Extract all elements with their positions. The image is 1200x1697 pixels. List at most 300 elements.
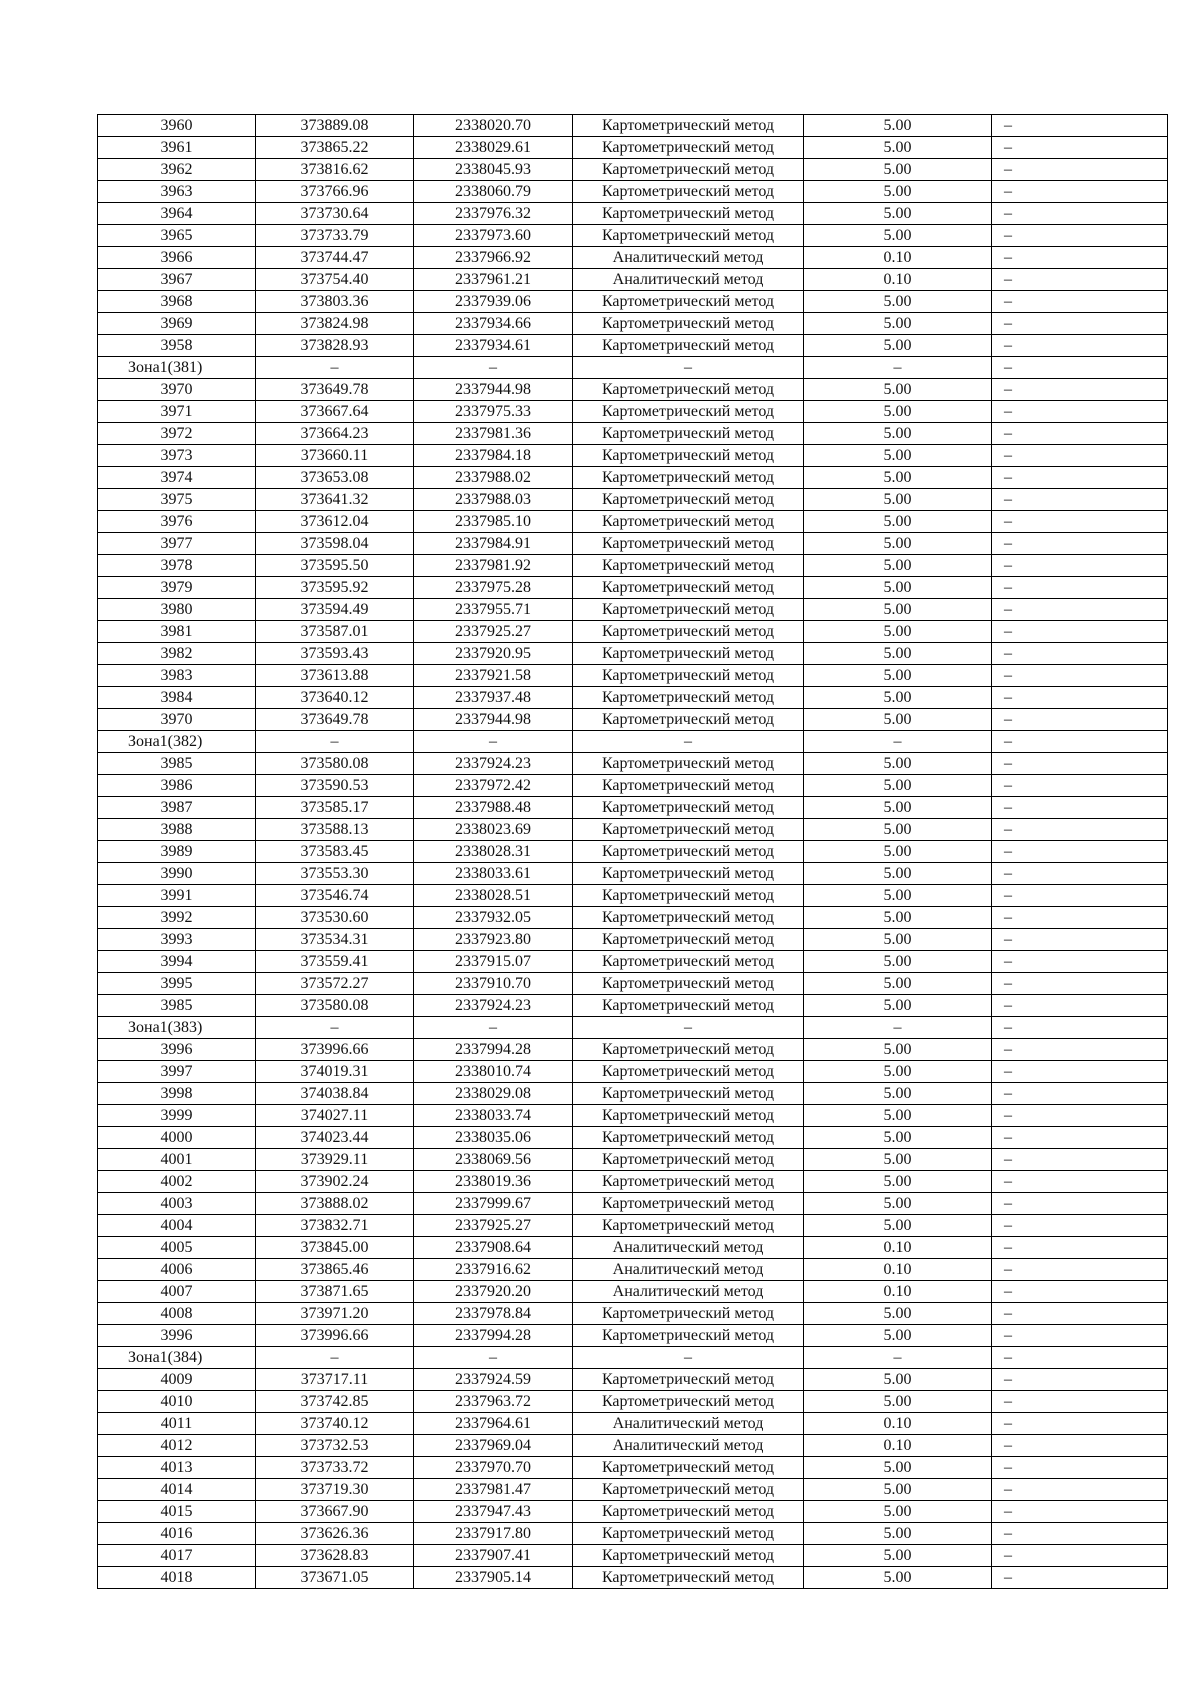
method-cell: Картометрический метод	[573, 489, 804, 511]
y-coordinate-cell: –	[414, 731, 573, 753]
description-cell: –	[992, 181, 1168, 203]
method-cell: Картометрический метод	[573, 973, 804, 995]
x-coordinate-cell: 373744.47	[256, 247, 414, 269]
point-number-cell: Зона1(381)	[98, 357, 256, 379]
table-row	[98, 599, 1168, 621]
accuracy-cell: 5.00	[804, 335, 992, 357]
x-coordinate-cell: –	[256, 731, 414, 753]
table-row	[98, 467, 1168, 489]
point-number-cell: 4010	[98, 1391, 256, 1413]
table-row	[98, 445, 1168, 467]
x-coordinate-cell: 373628.83	[256, 1545, 414, 1567]
method-cell: Аналитический метод	[573, 247, 804, 269]
table-row	[98, 907, 1168, 929]
accuracy-cell: 0.10	[804, 1435, 992, 1457]
table-row	[98, 1215, 1168, 1237]
point-number-cell: 4017	[98, 1545, 256, 1567]
x-coordinate-cell: 373732.53	[256, 1435, 414, 1457]
point-number-cell: 3969	[98, 313, 256, 335]
y-coordinate-cell: 2337917.80	[414, 1523, 573, 1545]
y-coordinate-cell: 2338045.93	[414, 159, 573, 181]
method-cell: –	[573, 1017, 804, 1039]
method-cell: Картометрический метод	[573, 665, 804, 687]
method-cell: Картометрический метод	[573, 775, 804, 797]
table-row	[98, 1127, 1168, 1149]
description-cell: –	[992, 951, 1168, 973]
y-coordinate-cell: 2338033.61	[414, 863, 573, 885]
y-coordinate-cell: 2337925.27	[414, 621, 573, 643]
table-row	[98, 1259, 1168, 1281]
accuracy-cell: 5.00	[804, 841, 992, 863]
method-cell: Картометрический метод	[573, 819, 804, 841]
y-coordinate-cell: 2337908.64	[414, 1237, 573, 1259]
table-row	[98, 665, 1168, 687]
table-row	[98, 1523, 1168, 1545]
table-row	[98, 1039, 1168, 1061]
accuracy-cell: 5.00	[804, 643, 992, 665]
point-number-cell: 3990	[98, 863, 256, 885]
y-coordinate-cell: 2337937.48	[414, 687, 573, 709]
description-cell: –	[992, 423, 1168, 445]
x-coordinate-cell: 373572.27	[256, 973, 414, 995]
point-number-cell: 3994	[98, 951, 256, 973]
accuracy-cell: 5.00	[804, 907, 992, 929]
y-coordinate-cell: 2337988.48	[414, 797, 573, 819]
y-coordinate-cell: 2337976.32	[414, 203, 573, 225]
accuracy-cell: 5.00	[804, 203, 992, 225]
description-cell: –	[992, 753, 1168, 775]
method-cell: Картометрический метод	[573, 1193, 804, 1215]
table-row	[98, 423, 1168, 445]
y-coordinate-cell: 2338010.74	[414, 1061, 573, 1083]
x-coordinate-cell: 373585.17	[256, 797, 414, 819]
table-row	[98, 1281, 1168, 1303]
method-cell: Картометрический метод	[573, 423, 804, 445]
accuracy-cell: 5.00	[804, 1193, 992, 1215]
accuracy-cell: 5.00	[804, 951, 992, 973]
table-row	[98, 225, 1168, 247]
point-number-cell: 3963	[98, 181, 256, 203]
description-cell: –	[992, 533, 1168, 555]
y-coordinate-cell: 2337994.28	[414, 1325, 573, 1347]
zone-header-row	[98, 1347, 1168, 1369]
table-row	[98, 995, 1168, 1017]
table-row	[98, 379, 1168, 401]
accuracy-cell: 5.00	[804, 819, 992, 841]
y-coordinate-cell: 2337999.67	[414, 1193, 573, 1215]
accuracy-cell: 5.00	[804, 1479, 992, 1501]
x-coordinate-cell: 373803.36	[256, 291, 414, 313]
point-number-cell: 4016	[98, 1523, 256, 1545]
accuracy-cell: 5.00	[804, 1303, 992, 1325]
description-cell: –	[992, 1303, 1168, 1325]
x-coordinate-cell: 373594.49	[256, 599, 414, 621]
description-cell: –	[992, 731, 1168, 753]
y-coordinate-cell: –	[414, 1347, 573, 1369]
description-cell: –	[992, 643, 1168, 665]
x-coordinate-cell: 373828.93	[256, 335, 414, 357]
y-coordinate-cell: 2337988.03	[414, 489, 573, 511]
table-row	[98, 1061, 1168, 1083]
accuracy-cell: 0.10	[804, 1413, 992, 1435]
accuracy-cell: 5.00	[804, 533, 992, 555]
accuracy-cell: –	[804, 1017, 992, 1039]
point-number-cell: 4008	[98, 1303, 256, 1325]
accuracy-cell: 5.00	[804, 577, 992, 599]
x-coordinate-cell: –	[256, 1017, 414, 1039]
point-number-cell: 3989	[98, 841, 256, 863]
method-cell: Картометрический метод	[573, 1501, 804, 1523]
x-coordinate-cell: 373871.65	[256, 1281, 414, 1303]
y-coordinate-cell: 2337981.36	[414, 423, 573, 445]
x-coordinate-cell: 373667.64	[256, 401, 414, 423]
point-number-cell: 3973	[98, 445, 256, 467]
accuracy-cell: 5.00	[804, 489, 992, 511]
accuracy-cell: –	[804, 731, 992, 753]
point-number-cell: 3975	[98, 489, 256, 511]
table-row	[98, 687, 1168, 709]
point-number-cell: 3976	[98, 511, 256, 533]
x-coordinate-cell: 374023.44	[256, 1127, 414, 1149]
accuracy-cell: 5.00	[804, 1127, 992, 1149]
x-coordinate-cell: 373553.30	[256, 863, 414, 885]
accuracy-cell: 5.00	[804, 797, 992, 819]
zone-header-row	[98, 731, 1168, 753]
x-coordinate-cell: 373588.13	[256, 819, 414, 841]
point-number-cell: 4015	[98, 1501, 256, 1523]
table-row	[98, 533, 1168, 555]
y-coordinate-cell: –	[414, 1017, 573, 1039]
method-cell: Картометрический метод	[573, 533, 804, 555]
description-cell: –	[992, 357, 1168, 379]
description-cell: –	[992, 291, 1168, 313]
y-coordinate-cell: 2338023.69	[414, 819, 573, 841]
x-coordinate-cell: 373580.08	[256, 995, 414, 1017]
y-coordinate-cell: 2337963.72	[414, 1391, 573, 1413]
description-cell: –	[992, 1039, 1168, 1061]
accuracy-cell: 5.00	[804, 709, 992, 731]
point-number-cell: 4013	[98, 1457, 256, 1479]
accuracy-cell: 5.00	[804, 467, 992, 489]
table-row	[98, 1501, 1168, 1523]
zone-header-row	[98, 1017, 1168, 1039]
method-cell: Картометрический метод	[573, 335, 804, 357]
y-coordinate-cell: 2337921.58	[414, 665, 573, 687]
method-cell: Аналитический метод	[573, 1413, 804, 1435]
y-coordinate-cell: 2337916.62	[414, 1259, 573, 1281]
x-coordinate-cell: –	[256, 357, 414, 379]
method-cell: Картометрический метод	[573, 1215, 804, 1237]
accuracy-cell: 5.00	[804, 1457, 992, 1479]
accuracy-cell: 5.00	[804, 1545, 992, 1567]
x-coordinate-cell: 373889.08	[256, 115, 414, 137]
table-row	[98, 1237, 1168, 1259]
method-cell: Аналитический метод	[573, 1281, 804, 1303]
table-row	[98, 775, 1168, 797]
x-coordinate-cell: 373730.64	[256, 203, 414, 225]
description-cell: –	[992, 1325, 1168, 1347]
method-cell: Картометрический метод	[573, 1391, 804, 1413]
description-cell: –	[992, 313, 1168, 335]
x-coordinate-cell: 373546.74	[256, 885, 414, 907]
table-row	[98, 951, 1168, 973]
point-number-cell: Зона1(382)	[98, 731, 256, 753]
accuracy-cell: 5.00	[804, 1215, 992, 1237]
accuracy-cell: 5.00	[804, 445, 992, 467]
method-cell: Картометрический метод	[573, 1303, 804, 1325]
point-number-cell: Зона1(384)	[98, 1347, 256, 1369]
y-coordinate-cell: –	[414, 357, 573, 379]
accuracy-cell: 5.00	[804, 313, 992, 335]
y-coordinate-cell: 2337970.70	[414, 1457, 573, 1479]
x-coordinate-cell: 373593.43	[256, 643, 414, 665]
method-cell: Картометрический метод	[573, 643, 804, 665]
table-row	[98, 181, 1168, 203]
point-number-cell: 3970	[98, 379, 256, 401]
y-coordinate-cell: 2337947.43	[414, 1501, 573, 1523]
table-row	[98, 115, 1168, 137]
point-number-cell: 3993	[98, 929, 256, 951]
x-coordinate-cell: 373664.23	[256, 423, 414, 445]
description-cell: –	[992, 1413, 1168, 1435]
description-cell: –	[992, 907, 1168, 929]
description-cell: –	[992, 137, 1168, 159]
method-cell: Картометрический метод	[573, 1457, 804, 1479]
x-coordinate-cell: –	[256, 1347, 414, 1369]
point-number-cell: 4007	[98, 1281, 256, 1303]
x-coordinate-cell: 373530.60	[256, 907, 414, 929]
method-cell: Картометрический метод	[573, 511, 804, 533]
method-cell: Картометрический метод	[573, 1171, 804, 1193]
point-number-cell: 3995	[98, 973, 256, 995]
y-coordinate-cell: 2337920.95	[414, 643, 573, 665]
description-cell: –	[992, 797, 1168, 819]
description-cell: –	[992, 577, 1168, 599]
y-coordinate-cell: 2337972.42	[414, 775, 573, 797]
y-coordinate-cell: 2338035.06	[414, 1127, 573, 1149]
point-number-cell: 3968	[98, 291, 256, 313]
description-cell: –	[992, 225, 1168, 247]
table-row	[98, 797, 1168, 819]
y-coordinate-cell: 2338060.79	[414, 181, 573, 203]
x-coordinate-cell: 373766.96	[256, 181, 414, 203]
accuracy-cell: 5.00	[804, 1325, 992, 1347]
method-cell: Картометрический метод	[573, 181, 804, 203]
y-coordinate-cell: 2337994.28	[414, 1039, 573, 1061]
point-number-cell: 4002	[98, 1171, 256, 1193]
description-cell: –	[992, 335, 1168, 357]
accuracy-cell: 5.00	[804, 929, 992, 951]
description-cell: –	[992, 709, 1168, 731]
accuracy-cell: 5.00	[804, 1105, 992, 1127]
description-cell: –	[992, 203, 1168, 225]
y-coordinate-cell: 2337944.98	[414, 379, 573, 401]
method-cell: Картометрический метод	[573, 1061, 804, 1083]
y-coordinate-cell: 2337955.71	[414, 599, 573, 621]
y-coordinate-cell: 2337920.20	[414, 1281, 573, 1303]
point-number-cell: 4011	[98, 1413, 256, 1435]
point-number-cell: 3996	[98, 1039, 256, 1061]
x-coordinate-cell: 373996.66	[256, 1039, 414, 1061]
method-cell: Картометрический метод	[573, 1149, 804, 1171]
y-coordinate-cell: 2337910.70	[414, 973, 573, 995]
accuracy-cell: 0.10	[804, 247, 992, 269]
table-row	[98, 1413, 1168, 1435]
description-cell: –	[992, 1281, 1168, 1303]
method-cell: Картометрический метод	[573, 863, 804, 885]
description-cell: –	[992, 1083, 1168, 1105]
y-coordinate-cell: 2337932.05	[414, 907, 573, 929]
x-coordinate-cell: 373653.08	[256, 467, 414, 489]
description-cell: –	[992, 621, 1168, 643]
y-coordinate-cell: 2337964.61	[414, 1413, 573, 1435]
method-cell: Картометрический метод	[573, 995, 804, 1017]
description-cell: –	[992, 489, 1168, 511]
accuracy-cell: 5.00	[804, 973, 992, 995]
table-row	[98, 247, 1168, 269]
method-cell: Картометрический метод	[573, 1545, 804, 1567]
point-number-cell: 3961	[98, 137, 256, 159]
method-cell: Картометрический метод	[573, 291, 804, 313]
table-row	[98, 203, 1168, 225]
x-coordinate-cell: 373929.11	[256, 1149, 414, 1171]
point-number-cell: Зона1(383)	[98, 1017, 256, 1039]
x-coordinate-cell: 373717.11	[256, 1369, 414, 1391]
method-cell: Картометрический метод	[573, 951, 804, 973]
table-row	[98, 1545, 1168, 1567]
table-row	[98, 159, 1168, 181]
table-row	[98, 335, 1168, 357]
description-cell: –	[992, 973, 1168, 995]
description-cell: –	[992, 401, 1168, 423]
description-cell: –	[992, 247, 1168, 269]
x-coordinate-cell: 373996.66	[256, 1325, 414, 1347]
point-number-cell: 3981	[98, 621, 256, 643]
method-cell: Картометрический метод	[573, 401, 804, 423]
accuracy-cell: 5.00	[804, 1567, 992, 1589]
accuracy-cell: 5.00	[804, 423, 992, 445]
y-coordinate-cell: 2337925.27	[414, 1215, 573, 1237]
x-coordinate-cell: 373832.71	[256, 1215, 414, 1237]
method-cell: Картометрический метод	[573, 885, 804, 907]
table-row	[98, 291, 1168, 313]
table-row	[98, 1105, 1168, 1127]
point-number-cell: 4009	[98, 1369, 256, 1391]
point-number-cell: 3985	[98, 995, 256, 1017]
accuracy-cell: 5.00	[804, 995, 992, 1017]
description-cell: –	[992, 1501, 1168, 1523]
method-cell: Картометрический метод	[573, 621, 804, 643]
method-cell: Картометрический метод	[573, 753, 804, 775]
method-cell: Картометрический метод	[573, 1039, 804, 1061]
point-number-cell: 3964	[98, 203, 256, 225]
table-row	[98, 1083, 1168, 1105]
description-cell: –	[992, 1523, 1168, 1545]
description-cell: –	[992, 555, 1168, 577]
table-row	[98, 841, 1168, 863]
accuracy-cell: 5.00	[804, 379, 992, 401]
description-cell: –	[992, 599, 1168, 621]
method-cell: Картометрический метод	[573, 599, 804, 621]
y-coordinate-cell: 2337978.84	[414, 1303, 573, 1325]
method-cell: Картометрический метод	[573, 225, 804, 247]
description-cell: –	[992, 841, 1168, 863]
point-number-cell: 4005	[98, 1237, 256, 1259]
method-cell: Картометрический метод	[573, 159, 804, 181]
accuracy-cell: 5.00	[804, 599, 992, 621]
method-cell: Картометрический метод	[573, 379, 804, 401]
method-cell: Аналитический метод	[573, 1259, 804, 1281]
accuracy-cell: 5.00	[804, 1501, 992, 1523]
table-row	[98, 1325, 1168, 1347]
table-row	[98, 753, 1168, 775]
x-coordinate-cell: 373649.78	[256, 709, 414, 731]
method-cell: Картометрический метод	[573, 797, 804, 819]
point-number-cell: 3983	[98, 665, 256, 687]
description-cell: –	[992, 1105, 1168, 1127]
x-coordinate-cell: 373671.05	[256, 1567, 414, 1589]
point-number-cell: 3966	[98, 247, 256, 269]
accuracy-cell: 5.00	[804, 1039, 992, 1061]
y-coordinate-cell: 2337988.02	[414, 467, 573, 489]
description-cell: –	[992, 445, 1168, 467]
y-coordinate-cell: 2337985.10	[414, 511, 573, 533]
x-coordinate-cell: 373590.53	[256, 775, 414, 797]
accuracy-cell: 5.00	[804, 291, 992, 313]
table-row	[98, 1457, 1168, 1479]
x-coordinate-cell: 373587.01	[256, 621, 414, 643]
table-body	[98, 115, 1168, 1589]
point-number-cell: 4018	[98, 1567, 256, 1589]
x-coordinate-cell: 373534.31	[256, 929, 414, 951]
coordinates-table	[97, 114, 1168, 1589]
description-cell: –	[992, 665, 1168, 687]
accuracy-cell: 5.00	[804, 1391, 992, 1413]
table-row	[98, 643, 1168, 665]
y-coordinate-cell: 2338028.51	[414, 885, 573, 907]
point-number-cell: 3988	[98, 819, 256, 841]
y-coordinate-cell: 2337905.14	[414, 1567, 573, 1589]
description-cell: –	[992, 1369, 1168, 1391]
method-cell: Картометрический метод	[573, 687, 804, 709]
x-coordinate-cell: 373640.12	[256, 687, 414, 709]
y-coordinate-cell: 2337924.23	[414, 995, 573, 1017]
y-coordinate-cell: 2337975.33	[414, 401, 573, 423]
x-coordinate-cell: 373626.36	[256, 1523, 414, 1545]
table-row	[98, 137, 1168, 159]
method-cell: Картометрический метод	[573, 445, 804, 467]
y-coordinate-cell: 2338033.74	[414, 1105, 573, 1127]
description-cell: –	[992, 115, 1168, 137]
accuracy-cell: 5.00	[804, 401, 992, 423]
accuracy-cell: 5.00	[804, 1149, 992, 1171]
table-row	[98, 1567, 1168, 1589]
description-cell: –	[992, 819, 1168, 841]
x-coordinate-cell: 373733.79	[256, 225, 414, 247]
x-coordinate-cell: 373649.78	[256, 379, 414, 401]
table-row	[98, 1171, 1168, 1193]
accuracy-cell: 5.00	[804, 137, 992, 159]
method-cell: Картометрический метод	[573, 929, 804, 951]
table-row	[98, 489, 1168, 511]
x-coordinate-cell: 373595.50	[256, 555, 414, 577]
table-row	[98, 511, 1168, 533]
x-coordinate-cell: 373580.08	[256, 753, 414, 775]
table-row	[98, 863, 1168, 885]
point-number-cell: 4001	[98, 1149, 256, 1171]
method-cell: –	[573, 357, 804, 379]
x-coordinate-cell: 373865.22	[256, 137, 414, 159]
